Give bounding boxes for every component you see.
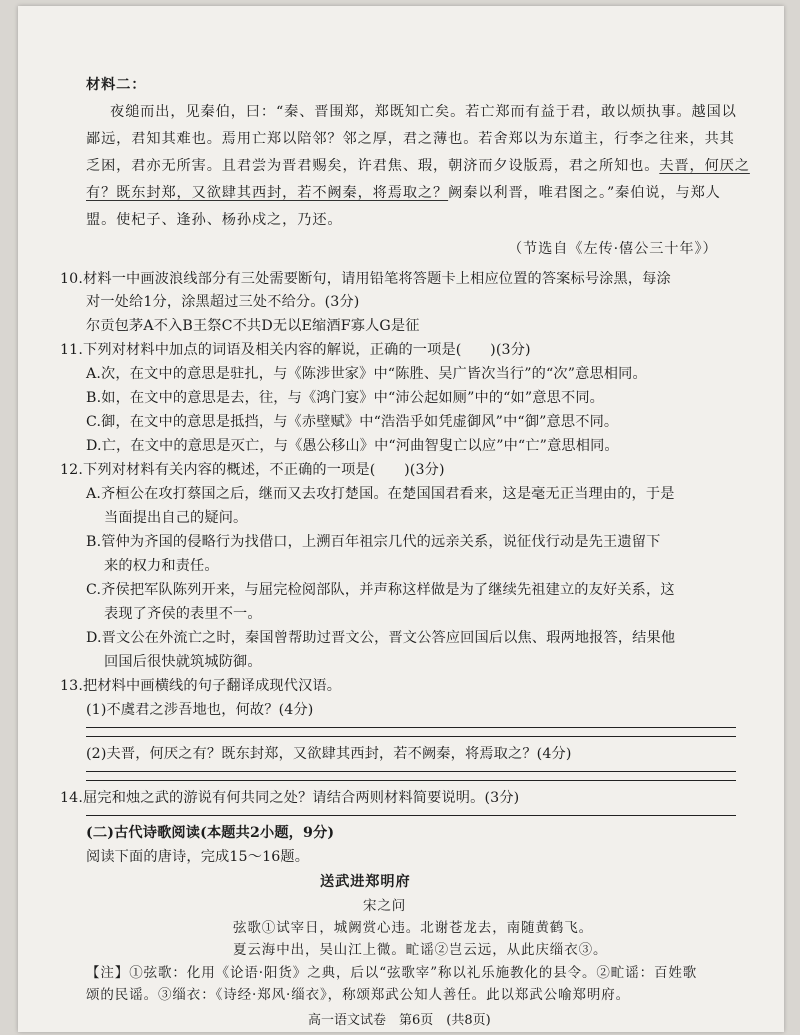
material2-heading: 材料二： xyxy=(86,77,147,93)
q12-option-c-cont: 表现了齐侯的表里不一。 xyxy=(104,606,262,622)
page-footer: 高一语文试卷 第6页 (共8页) xyxy=(308,1013,491,1028)
poem-note: 【注】①弦歌：化用《论语·阳货》之典，后以“弦歌宰”称以礼乐施教化的县令。②甿谣：百姓歌 xyxy=(86,965,698,981)
q12-option-c: C.齐侯把军队陈列开来，与屈完检阅部队，并声称这样做是为了继续先祖建立的友好关系，这 xyxy=(86,582,675,598)
poem-title: 送武进郑明府 xyxy=(320,874,411,890)
q10-stem: 10.材料一中画波浪线部分有三处需要断句，请用铅笔将答题卡上相应位置的答案标号涂黑，每涂 xyxy=(60,271,671,287)
q13-sentence-2: (2)夫晋，何厌之有？既东封郑，又欲肆其西封，若不阙秦，将焉取之？(4分) xyxy=(86,746,572,762)
q13-stem: 13.把材料中画横线的句子翻译成现代汉语。 xyxy=(60,678,342,694)
underlined-sentence: 夫晋，何厌之 xyxy=(659,158,750,174)
material2-line xyxy=(86,182,721,202)
poem-note: 颂的民谣。③缁衣：《诗经·郑风·缁衣》，称颂郑武公知人善任。此以郑武公喻郑明府。 xyxy=(86,987,631,1003)
q10-stem: 对一处给1分，涂黑超过三处不给分。(3分) xyxy=(86,294,360,310)
q12-stem: 12.下列对材料有关内容的概述，不正确的一项是( )(3分) xyxy=(60,462,445,478)
q14-stem: 14.屈完和烛之武的游说有何共同之处？请结合两则材料简要说明。(3分) xyxy=(60,790,520,806)
q12-option-a: A.齐桓公在攻打蔡国之后，继而又去攻打楚国。在楚国国君看来，这是毫无正当理由的，于是 xyxy=(86,486,675,502)
q12-option-d-cont: 回国后很快就筑城防御。 xyxy=(104,654,262,670)
q11-option-c: C.御，在文中的意思是抵挡，与《赤壁赋》中“浩浩乎如凭虚御风”中“御”意思不同。 xyxy=(86,414,619,430)
material2-line xyxy=(86,155,750,175)
material2-text: 乏困，君亦无所害。且君尝为晋君赐矣，许君焦、瑕，朝济而夕设版焉，君之所知也。 xyxy=(86,158,660,174)
poem-author: 宋之问 xyxy=(363,898,407,914)
q11-option-a: A.次，在文中的意思是驻扎，与《陈涉世家》中“陈胜、吴广皆次当行”的“次”意思相同。 xyxy=(86,366,647,382)
q12-option-d: D.晋文公在外流亡之时，秦国曾帮助过晋文公，晋文公答应回国后以焦、瑕两地报答，结果他 xyxy=(86,630,676,646)
material2-line: 盟。使杞子、逢孙、杨孙戍之，乃还。 xyxy=(86,212,343,228)
section2-instruction: 阅读下面的唐诗，完成15～16题。 xyxy=(86,849,310,865)
answer-line xyxy=(86,771,736,772)
answer-line xyxy=(86,780,736,781)
answer-line xyxy=(86,815,736,816)
q12-option-b-cont: 来的权力和责任。 xyxy=(104,558,219,574)
q11-option-b: B.如，在文中的意思是去，往，与《鸿门宴》中“沛公起如厕”中的“如”意思不同。 xyxy=(86,390,604,406)
answer-line xyxy=(86,727,736,728)
underlined-sentence: 有？既东封郑，又欲肆其西封，若不阙秦，将焉取之？ xyxy=(86,185,449,201)
answer-line xyxy=(86,736,736,737)
q10-sentence: 尔贡包茅A不入B王祭C不共D无以E缩酒F寡人G是征 xyxy=(86,318,420,334)
q12-option-b: B.管仲为齐国的侵略行为找借口，上溯百年祖宗几代的远亲关系，说征伐行动是先王遗留下 xyxy=(86,534,661,550)
material2-source: （节选自《左传·僖公三十年》） xyxy=(508,241,718,257)
material2-text: 阙秦以利晋，唯君图之。”秦伯说，与郑人 xyxy=(448,185,721,201)
material2-line: 夜缒而出，见秦伯，曰：“秦、晋围郑，郑既知亡矣。若亡郑而有益于君，敢以烦执事。越国以 xyxy=(110,104,737,120)
poem-line: 弦歌①试宰日，城阙赏心违。北谢苍龙去，南随黄鹤飞。 xyxy=(233,920,593,936)
q11-stem: 11.下列对材料中加点的词语及相关内容的解说，正确的一项是( )(3分) xyxy=(60,342,531,358)
material2-line: 鄙远，君知其难也。焉用亡郑以陪邻？邻之厚，君之薄也。若舍郑以为东道主，行李之往来，共其 xyxy=(86,131,735,147)
q12-option-a-cont: 当面提出自己的疑问。 xyxy=(104,510,248,526)
q11-option-d: D.亡，在文中的意思是灭亡，与《愚公移山》中“河曲智叟亡以应”中“亡”意思相同。 xyxy=(86,438,619,454)
poem-line: 夏云海中出，吴山江上微。甿谣②岂云远，从此庆缁衣③。 xyxy=(233,942,608,958)
exam-page xyxy=(18,6,784,1032)
section2-heading: (二)古代诗歌阅读(本题共2小题，9分) xyxy=(86,825,335,841)
q13-sentence-1: (1)不虞君之涉吾地也，何故？(4分) xyxy=(86,702,314,718)
